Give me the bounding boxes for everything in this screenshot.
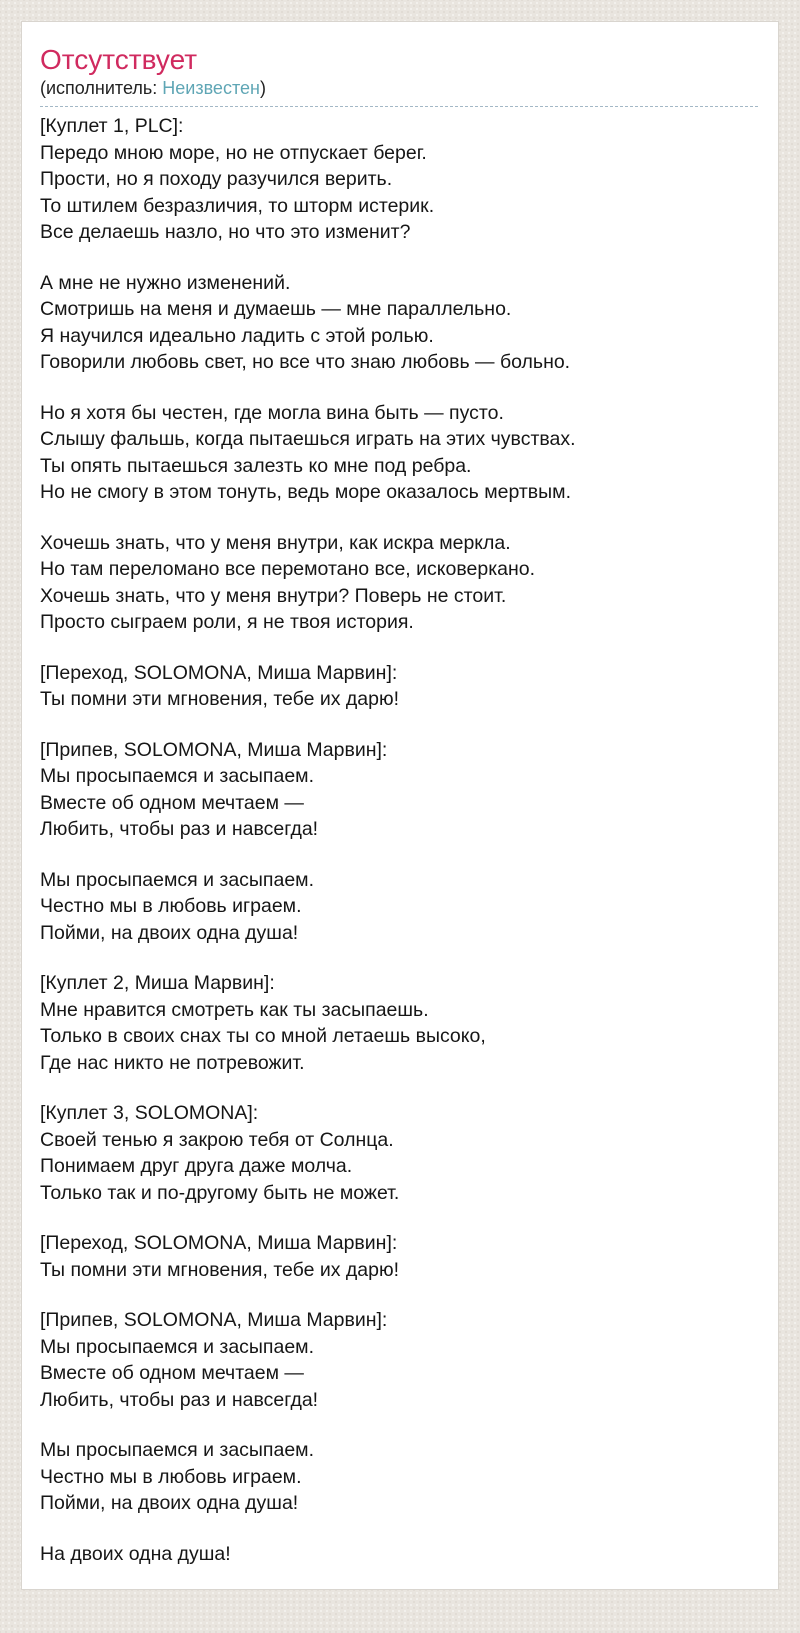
artist-line	[40, 78, 758, 107]
artist-label: (исполнитель:	[40, 78, 163, 98]
stanza: Хочешь знать, что у меня внутри, как искра меркла. Но там переломано все перемотано все, исковеркано. Хочешь знать, что у меня внутри? Поверь не стоит. Просто сыграем роли, я не твоя история.	[40, 531, 536, 633]
stanza: Но я хотя бы честен, где могла вина быть — пусто. Слышу фальшь, когда пытаешься играть на этих чувствах. Ты опять пытаешься залезть ко мне под ребра. Но не смогу в этом тонуть, ведь море оказалось мертвым.	[40, 401, 576, 503]
page	[0, 21, 800, 1633]
stanza: На двоих одна душа!	[40, 1542, 231, 1565]
artist-link[interactable]: Неизвестен	[162, 78, 260, 98]
artist-label-suffix: )	[259, 78, 266, 98]
stanza: [Припев, SOLOMONA, Миша Марвин]: Мы просыпаемся и засыпаем. Вместе об одном мечтаем — Любить, чтобы раз и навсегда!	[40, 738, 388, 840]
stanza: А мне не нужно изменений. Смотришь на меня и думаешь — мне параллельно. Я научился идеально ладить с этой ролью. Говорили любовь свет, но все что знаю любовь — больно.	[40, 271, 571, 373]
stanza: [Переход, SOLOMONA, Миша Марвин]: Ты помни эти мгновения, тебе их дарю!	[40, 1232, 400, 1281]
stanza: [Переход, SOLOMONA, Миша Марвин]: Ты помни эти мгновения, тебе их дарю!	[40, 661, 400, 710]
stanza: Мы просыпаемся и засыпаем. Честно мы в любовь играем. Пойми, на двоих одна душа!	[40, 868, 315, 944]
stanza: [Куплет 1, PLC]: Передо мною море, но не отпускает берег. Прости, но я походу разучился верить. То штилем безразличия, то шторм истерик. Все делаешь назло, но что это изменит?	[40, 115, 435, 243]
stanza: Мы просыпаемся и засыпаем. Честно мы в любовь играем. Пойми, на двоих одна душа!	[40, 1439, 315, 1514]
stanza: [Припев, SOLOMONA, Миша Марвин]: Мы просыпаемся и засыпаем. Вместе об одном мечтаем — Любить, чтобы раз и навсегда!	[40, 1309, 388, 1411]
lyrics-text	[40, 113, 758, 1567]
stanza: [Куплет 2, Миша Марвин]: Мне нравится смотреть как ты засыпаешь. Только в своих снах ты со мной летаешь высоко, Где нас никто не потревожит.	[40, 972, 486, 1074]
stanza: [Куплет 3, SOLOMONA]: Своей тенью я закрою тебя от Солнца. Понимаем друг друга даже молча. Только так и по-другому быть не может.	[40, 1102, 400, 1204]
song-title: Отсутствует	[40, 44, 198, 75]
lyrics-card	[21, 21, 779, 1590]
